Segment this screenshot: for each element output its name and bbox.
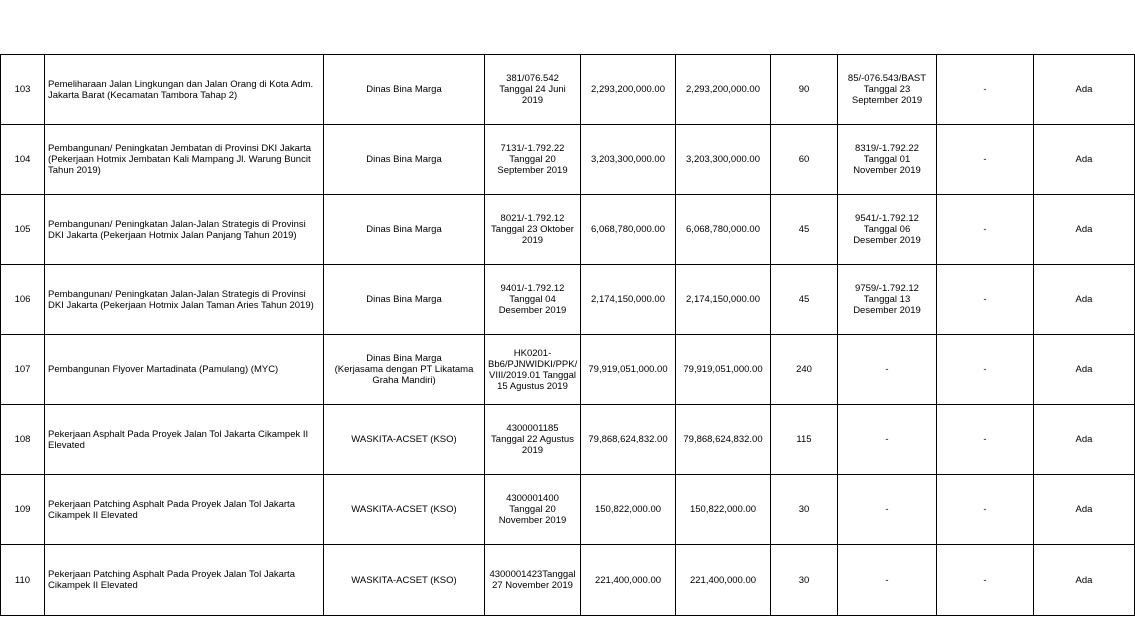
realized-value-cell: 79,919,051,000.00	[676, 335, 771, 405]
contract-number-cell: HK0201-Bb6/PJNWIDKI/PPK/ VIII/2019.01 Tanggal 15 Agustus 2019	[485, 335, 581, 405]
duration-cell: 30	[771, 545, 838, 616]
client-cell: Dinas Bina Marga	[324, 55, 485, 125]
duration-cell: 30	[771, 475, 838, 545]
table-row	[1, 195, 1135, 265]
contract-value-cell: 3,203,300,000.00	[581, 125, 676, 195]
table-row	[1, 335, 1135, 405]
work-description-cell: Pemeliharaan Jalan Lingkungan dan Jalan Orang di Kota Adm. Jakarta Barat (Kecamatan Tambora Tahap 2)	[45, 55, 324, 125]
duration-cell: 115	[771, 405, 838, 475]
status-cell: Ada	[1034, 265, 1135, 335]
contract-number-cell: 381/076.542 Tanggal 24 Juni 2019	[485, 55, 581, 125]
work-description-cell: Pembangunan/ Peningkatan Jalan-Jalan Strategis di Provinsi DKI Jakarta (Pekerjaan Hotmix Jalan Panjang Tahun 2019)	[45, 195, 324, 265]
status-cell: Ada	[1034, 545, 1135, 616]
duration-cell: 45	[771, 195, 838, 265]
work-description-cell: Pekerjaan Asphalt Pada Proyek Jalan Tol Jakarta Cikampek II Elevated	[45, 405, 324, 475]
realized-value-cell: 3,203,300,000.00	[676, 125, 771, 195]
table-row	[1, 125, 1135, 195]
remarks-cell: -	[937, 125, 1034, 195]
table-row	[1, 55, 1135, 125]
handover-cell: -	[838, 335, 937, 405]
table-row	[1, 545, 1135, 616]
client-cell: Dinas Bina Marga	[324, 125, 485, 195]
row-number-cell: 106	[1, 265, 45, 335]
status-cell: Ada	[1034, 125, 1135, 195]
realized-value-cell: 79,868,624,832.00	[676, 405, 771, 475]
row-number-cell: 108	[1, 405, 45, 475]
row-number-cell: 109	[1, 475, 45, 545]
contract-value-cell: 79,919,051,000.00	[581, 335, 676, 405]
contract-number-cell: 4300001185 Tanggal 22 Agustus 2019	[485, 405, 581, 475]
contract-value-cell: 79,868,624,832.00	[581, 405, 676, 475]
table-row	[1, 475, 1135, 545]
contract-number-cell: 7131/-1.792.22 Tanggal 20 September 2019	[485, 125, 581, 195]
table-body	[1, 55, 1135, 616]
client-cell: Dinas Bina Marga	[324, 195, 485, 265]
work-description-cell: Pekerjaan Patching Asphalt Pada Proyek Jalan Tol Jakarta Cikampek II Elevated	[45, 475, 324, 545]
handover-cell: 85/-076.543/BAST Tanggal 23 September 2019	[838, 55, 937, 125]
contract-value-cell: 221,400,000.00	[581, 545, 676, 616]
handover-cell: 8319/-1.792.22 Tanggal 01 November 2019	[838, 125, 937, 195]
project-table	[0, 54, 1135, 616]
client-cell: WASKITA-ACSET (KSO)	[324, 405, 485, 475]
remarks-cell: -	[937, 405, 1034, 475]
remarks-cell: -	[937, 335, 1034, 405]
work-description-cell: Pekerjaan Patching Asphalt Pada Proyek Jalan Tol Jakarta Cikampek II Elevated	[45, 545, 324, 616]
work-description-cell: Pembangunan/ Peningkatan Jembatan di Provinsi DKI Jakarta (Pekerjaan Hotmix Jembatan Kali Mampang Jl. Warung Buncit Tahun 2019)	[45, 125, 324, 195]
table-row	[1, 405, 1135, 475]
client-cell: Dinas Bina Marga	[324, 265, 485, 335]
remarks-cell: -	[937, 475, 1034, 545]
status-cell: Ada	[1034, 195, 1135, 265]
row-number-cell: 105	[1, 195, 45, 265]
client-cell: WASKITA-ACSET (KSO)	[324, 475, 485, 545]
realized-value-cell: 2,293,200,000.00	[676, 55, 771, 125]
remarks-cell: -	[937, 545, 1034, 616]
work-description-cell: Pembangunan/ Peningkatan Jalan-Jalan Strategis di Provinsi DKI Jakarta (Pekerjaan Hotmix Jalan Taman Aries Tahun 2019)	[45, 265, 324, 335]
row-number-cell: 104	[1, 125, 45, 195]
contract-number-cell: 4300001400 Tanggal 20 November 2019	[485, 475, 581, 545]
remarks-cell: -	[937, 55, 1034, 125]
client-cell: Dinas Bina Marga (Kerjasama dengan PT Likatama Graha Mandiri)	[324, 335, 485, 405]
row-number-cell: 107	[1, 335, 45, 405]
status-cell: Ada	[1034, 475, 1135, 545]
row-number-cell: 103	[1, 55, 45, 125]
work-description-cell: Pembangunan Flyover Martadinata (Pamulang) (MYC)	[45, 335, 324, 405]
handover-cell: 9541/-1.792.12 Tanggal 06 Desember 2019	[838, 195, 937, 265]
client-cell: WASKITA-ACSET (KSO)	[324, 545, 485, 616]
realized-value-cell: 221,400,000.00	[676, 545, 771, 616]
duration-cell: 45	[771, 265, 838, 335]
handover-cell: -	[838, 545, 937, 616]
remarks-cell: -	[937, 265, 1034, 335]
handover-cell: -	[838, 475, 937, 545]
contract-value-cell: 2,174,150,000.00	[581, 265, 676, 335]
status-cell: Ada	[1034, 55, 1135, 125]
duration-cell: 90	[771, 55, 838, 125]
duration-cell: 60	[771, 125, 838, 195]
row-number-cell: 110	[1, 545, 45, 616]
contract-value-cell: 6,068,780,000.00	[581, 195, 676, 265]
contract-number-cell: 9401/-1.792.12 Tanggal 04 Desember 2019	[485, 265, 581, 335]
realized-value-cell: 2,174,150,000.00	[676, 265, 771, 335]
contract-number-cell: 4300001423Tanggal 27 November 2019	[485, 545, 581, 616]
status-cell: Ada	[1034, 335, 1135, 405]
contract-number-cell: 8021/-1.792.12 Tanggal 23 Oktober 2019	[485, 195, 581, 265]
status-cell: Ada	[1034, 405, 1135, 475]
handover-cell: -	[838, 405, 937, 475]
contract-value-cell: 150,822,000.00	[581, 475, 676, 545]
remarks-cell: -	[937, 195, 1034, 265]
table-row	[1, 265, 1135, 335]
realized-value-cell: 6,068,780,000.00	[676, 195, 771, 265]
handover-cell: 9759/-1.792.12 Tanggal 13 Desember 2019	[838, 265, 937, 335]
contract-value-cell: 2,293,200,000.00	[581, 55, 676, 125]
realized-value-cell: 150,822,000.00	[676, 475, 771, 545]
duration-cell: 240	[771, 335, 838, 405]
